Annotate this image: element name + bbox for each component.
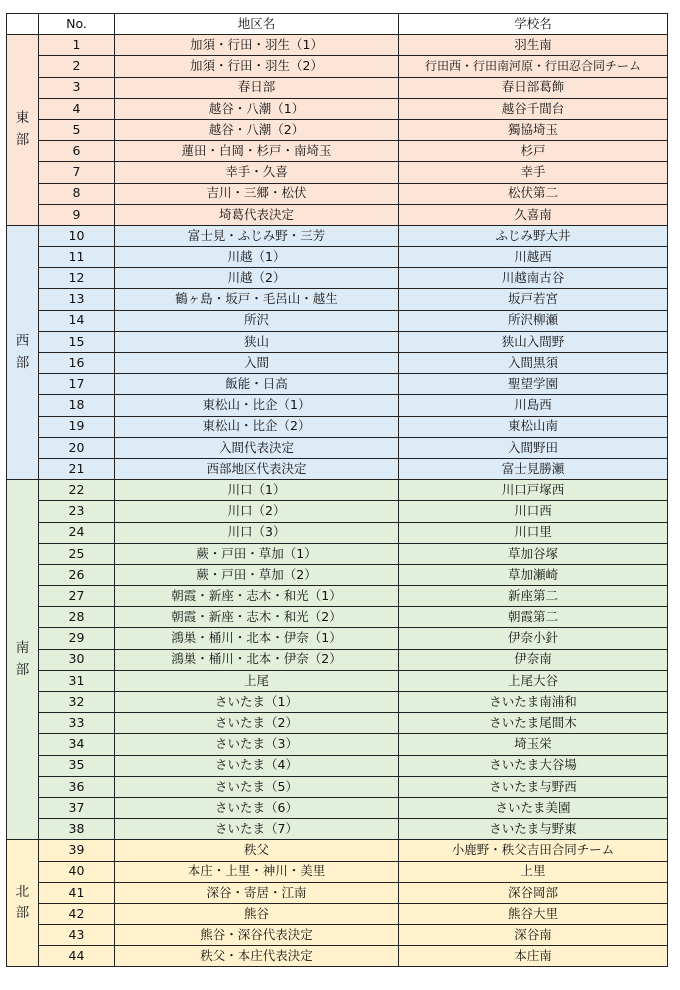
table-row bbox=[7, 310, 668, 331]
table-row bbox=[7, 416, 668, 437]
table-row bbox=[7, 183, 668, 204]
school-name: 川越西 bbox=[399, 247, 668, 268]
school-name: 富士見勝瀬 bbox=[399, 458, 668, 479]
table-row bbox=[7, 247, 668, 268]
table-row bbox=[7, 374, 668, 395]
school-name: 川口戸塚西 bbox=[399, 480, 668, 501]
school-name: さいたま大谷場 bbox=[399, 755, 668, 776]
table-row bbox=[7, 586, 668, 607]
school-name: 新座第二 bbox=[399, 586, 668, 607]
school-name: さいたま南浦和 bbox=[399, 692, 668, 713]
district-name: 入間代表決定 bbox=[115, 437, 399, 458]
district-name: 飯能・日高 bbox=[115, 374, 399, 395]
row-number: 9 bbox=[39, 204, 115, 225]
district-name: 越谷・八潮（1） bbox=[115, 98, 399, 119]
school-name: 川口西 bbox=[399, 501, 668, 522]
table-row bbox=[7, 564, 668, 585]
school-name: 草加谷塚 bbox=[399, 543, 668, 564]
district-name: 上尾 bbox=[115, 670, 399, 691]
district-name: 東松山・比企（2） bbox=[115, 416, 399, 437]
header-district: 地区名 bbox=[115, 14, 399, 35]
district-name: 加須・行田・羽生（1） bbox=[115, 35, 399, 56]
table-row bbox=[7, 882, 668, 903]
district-name: 富士見・ふじみ野・三芳 bbox=[115, 225, 399, 246]
district-name: 蕨・戸田・草加（2） bbox=[115, 564, 399, 585]
school-name: 入間黒須 bbox=[399, 353, 668, 374]
table-row bbox=[7, 162, 668, 183]
district-name: 春日部 bbox=[115, 77, 399, 98]
row-number: 16 bbox=[39, 353, 115, 374]
row-number: 1 bbox=[39, 35, 115, 56]
district-name: 吉川・三郷・松伏 bbox=[115, 183, 399, 204]
school-name: 杉戸 bbox=[399, 141, 668, 162]
school-name: さいたま尾間木 bbox=[399, 713, 668, 734]
school-name: 松伏第二 bbox=[399, 183, 668, 204]
region-label: 南 部 bbox=[7, 480, 39, 840]
district-name: 朝霞・新座・志木・和光（2） bbox=[115, 607, 399, 628]
row-number: 39 bbox=[39, 840, 115, 861]
district-name: 幸手・久喜 bbox=[115, 162, 399, 183]
district-name: 西部地区代表決定 bbox=[115, 458, 399, 479]
district-name: さいたま（6） bbox=[115, 797, 399, 818]
row-number: 15 bbox=[39, 331, 115, 352]
district-name: 川越（1） bbox=[115, 247, 399, 268]
table-row bbox=[7, 946, 668, 967]
row-number: 41 bbox=[39, 882, 115, 903]
table-row bbox=[7, 56, 668, 77]
school-name: 上里 bbox=[399, 861, 668, 882]
table-row bbox=[7, 755, 668, 776]
table-row bbox=[7, 840, 668, 861]
school-name: 幸手 bbox=[399, 162, 668, 183]
district-name: 埼葛代表決定 bbox=[115, 204, 399, 225]
table-row bbox=[7, 861, 668, 882]
row-number: 44 bbox=[39, 946, 115, 967]
district-name: 本庄・上里・神川・美里 bbox=[115, 861, 399, 882]
school-name: 東松山南 bbox=[399, 416, 668, 437]
school-name: さいたま与野西 bbox=[399, 776, 668, 797]
school-name: 川口里 bbox=[399, 522, 668, 543]
school-name: 朝霞第二 bbox=[399, 607, 668, 628]
district-name: さいたま（5） bbox=[115, 776, 399, 797]
table-row bbox=[7, 692, 668, 713]
school-name: 川越南古谷 bbox=[399, 268, 668, 289]
table-row bbox=[7, 77, 668, 98]
table-row bbox=[7, 607, 668, 628]
district-name: 蕨・戸田・草加（1） bbox=[115, 543, 399, 564]
table-row bbox=[7, 204, 668, 225]
school-name: 上尾大谷 bbox=[399, 670, 668, 691]
table-row bbox=[7, 35, 668, 56]
district-name: 川口（3） bbox=[115, 522, 399, 543]
district-name: 熊谷・深谷代表決定 bbox=[115, 925, 399, 946]
school-name: 深谷岡部 bbox=[399, 882, 668, 903]
school-name: 久喜南 bbox=[399, 204, 668, 225]
table-row bbox=[7, 522, 668, 543]
table-row bbox=[7, 119, 668, 140]
row-number: 36 bbox=[39, 776, 115, 797]
table-row bbox=[7, 501, 668, 522]
row-number: 34 bbox=[39, 734, 115, 755]
row-number: 19 bbox=[39, 416, 115, 437]
table-row bbox=[7, 225, 668, 246]
row-number: 6 bbox=[39, 141, 115, 162]
district-name: 秩父 bbox=[115, 840, 399, 861]
row-number: 2 bbox=[39, 56, 115, 77]
table-row bbox=[7, 458, 668, 479]
district-name: 入間 bbox=[115, 353, 399, 374]
row-number: 12 bbox=[39, 268, 115, 289]
school-name: 熊谷大里 bbox=[399, 903, 668, 924]
school-name: 羽生南 bbox=[399, 35, 668, 56]
row-number: 26 bbox=[39, 564, 115, 585]
district-name: 鴻巣・桶川・北本・伊奈（2） bbox=[115, 649, 399, 670]
row-number: 17 bbox=[39, 374, 115, 395]
table-row bbox=[7, 98, 668, 119]
header-blank bbox=[7, 14, 39, 35]
school-name: 埼玉栄 bbox=[399, 734, 668, 755]
row-number: 22 bbox=[39, 480, 115, 501]
row-number: 33 bbox=[39, 713, 115, 734]
table-row bbox=[7, 543, 668, 564]
table-row bbox=[7, 776, 668, 797]
row-number: 5 bbox=[39, 119, 115, 140]
district-name: 鴻巣・桶川・北本・伊奈（1） bbox=[115, 628, 399, 649]
region-label: 東 部 bbox=[7, 35, 39, 226]
school-name: さいたま美園 bbox=[399, 797, 668, 818]
row-number: 8 bbox=[39, 183, 115, 204]
district-name: さいたま（3） bbox=[115, 734, 399, 755]
district-name: 狭山 bbox=[115, 331, 399, 352]
row-number: 4 bbox=[39, 98, 115, 119]
row-number: 13 bbox=[39, 289, 115, 310]
row-number: 30 bbox=[39, 649, 115, 670]
school-name: 行田西・行田南河原・行田忍合同チーム bbox=[399, 56, 668, 77]
row-number: 3 bbox=[39, 77, 115, 98]
school-name: 入間野田 bbox=[399, 437, 668, 458]
district-name: 熊谷 bbox=[115, 903, 399, 924]
table-row bbox=[7, 713, 668, 734]
table-row bbox=[7, 649, 668, 670]
row-number: 10 bbox=[39, 225, 115, 246]
row-number: 25 bbox=[39, 543, 115, 564]
table-row bbox=[7, 437, 668, 458]
school-name: 所沢柳瀬 bbox=[399, 310, 668, 331]
district-name: 秩父・本庄代表決定 bbox=[115, 946, 399, 967]
row-number: 11 bbox=[39, 247, 115, 268]
school-name: 伊奈小針 bbox=[399, 628, 668, 649]
table-row bbox=[7, 925, 668, 946]
district-name: 川越（2） bbox=[115, 268, 399, 289]
row-number: 14 bbox=[39, 310, 115, 331]
row-number: 29 bbox=[39, 628, 115, 649]
district-name: 越谷・八潮（2） bbox=[115, 119, 399, 140]
table-row bbox=[7, 268, 668, 289]
school-name: 狭山入間野 bbox=[399, 331, 668, 352]
table-row bbox=[7, 480, 668, 501]
school-name: ふじみ野大井 bbox=[399, 225, 668, 246]
school-name: 聖望学園 bbox=[399, 374, 668, 395]
row-number: 24 bbox=[39, 522, 115, 543]
table-row bbox=[7, 353, 668, 374]
row-number: 38 bbox=[39, 819, 115, 840]
district-name: 鶴ヶ島・坂戸・毛呂山・越生 bbox=[115, 289, 399, 310]
row-number: 40 bbox=[39, 861, 115, 882]
row-number: 20 bbox=[39, 437, 115, 458]
school-name: さいたま与野東 bbox=[399, 819, 668, 840]
school-name: 小鹿野・秩父吉田合同チーム bbox=[399, 840, 668, 861]
school-name: 本庄南 bbox=[399, 946, 668, 967]
table-row bbox=[7, 289, 668, 310]
school-name: 川島西 bbox=[399, 395, 668, 416]
region-label: 北 部 bbox=[7, 840, 39, 967]
row-number: 18 bbox=[39, 395, 115, 416]
header-row bbox=[7, 14, 668, 35]
row-number: 23 bbox=[39, 501, 115, 522]
table-row bbox=[7, 395, 668, 416]
table-row bbox=[7, 331, 668, 352]
row-number: 21 bbox=[39, 458, 115, 479]
table-row bbox=[7, 141, 668, 162]
row-number: 43 bbox=[39, 925, 115, 946]
school-name: 草加瀬崎 bbox=[399, 564, 668, 585]
district-name: さいたま（2） bbox=[115, 713, 399, 734]
row-number: 7 bbox=[39, 162, 115, 183]
district-name: 加須・行田・羽生（2） bbox=[115, 56, 399, 77]
row-number: 32 bbox=[39, 692, 115, 713]
row-number: 37 bbox=[39, 797, 115, 818]
school-name: 越谷千間台 bbox=[399, 98, 668, 119]
school-name: 伊奈南 bbox=[399, 649, 668, 670]
table-row bbox=[7, 670, 668, 691]
table-body bbox=[7, 35, 668, 967]
district-name: さいたま（4） bbox=[115, 755, 399, 776]
district-name: 川口（2） bbox=[115, 501, 399, 522]
school-table bbox=[6, 13, 668, 967]
school-name: 獨協埼玉 bbox=[399, 119, 668, 140]
table-row bbox=[7, 903, 668, 924]
header-no: No. bbox=[39, 14, 115, 35]
district-name: さいたま（1） bbox=[115, 692, 399, 713]
district-name: 深谷・寄居・江南 bbox=[115, 882, 399, 903]
row-number: 42 bbox=[39, 903, 115, 924]
table-row bbox=[7, 819, 668, 840]
district-name: 朝霞・新座・志木・和光（1） bbox=[115, 586, 399, 607]
district-name: 蓮田・白岡・杉戸・南埼玉 bbox=[115, 141, 399, 162]
table-row bbox=[7, 628, 668, 649]
school-name: 深谷南 bbox=[399, 925, 668, 946]
district-name: 所沢 bbox=[115, 310, 399, 331]
district-name: さいたま（7） bbox=[115, 819, 399, 840]
header-school: 学校名 bbox=[399, 14, 668, 35]
row-number: 27 bbox=[39, 586, 115, 607]
row-number: 31 bbox=[39, 670, 115, 691]
region-label: 西 部 bbox=[7, 225, 39, 479]
row-number: 35 bbox=[39, 755, 115, 776]
district-name: 東松山・比企（1） bbox=[115, 395, 399, 416]
district-name: 川口（1） bbox=[115, 480, 399, 501]
school-name: 春日部葛飾 bbox=[399, 77, 668, 98]
table-row bbox=[7, 734, 668, 755]
table-row bbox=[7, 797, 668, 818]
row-number: 28 bbox=[39, 607, 115, 628]
school-name: 坂戸若宮 bbox=[399, 289, 668, 310]
